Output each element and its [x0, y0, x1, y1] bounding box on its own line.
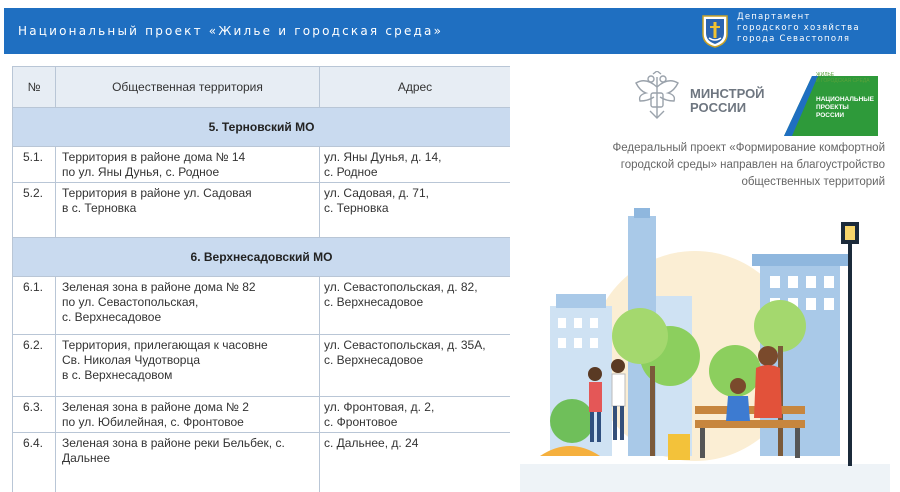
city-park-illustration: [520, 206, 890, 492]
address-line: с. Дальнее, д. 24: [324, 436, 419, 450]
territory-line: Территория, прилегающая к часовне: [62, 338, 268, 352]
address-line: с. Фронтовое: [324, 415, 398, 429]
title-bar: [4, 8, 896, 54]
row-number: 6.3.: [13, 397, 56, 433]
address-cell: [320, 397, 511, 433]
territory-line: по ул. Севастопольская,: [62, 295, 199, 309]
territories-table-container: [12, 66, 510, 492]
address-cell: [320, 433, 511, 492]
table-header-row: [13, 67, 511, 108]
table-row: [13, 277, 511, 335]
column-header-address: Адрес: [320, 67, 511, 108]
address-line: ул. Севастопольская, д. 82,: [324, 280, 478, 294]
header-banner: [0, 0, 900, 62]
description-line: городской среды» направлен на благоустройство: [620, 159, 885, 171]
section-row: [13, 238, 511, 277]
np-top-line: ЖИЛЬЕ: [816, 72, 835, 78]
row-number: 6.4.: [13, 433, 56, 492]
russian-eagle-emblem-icon: [632, 71, 682, 123]
column-header-number: №: [13, 67, 56, 108]
territory-cell: [56, 147, 320, 183]
territory-line: в с. Терновка: [62, 201, 137, 215]
territory-line: по ул. Юбилейная, с. Фронтовое: [62, 415, 244, 429]
address-line: с. Верхнесадовое: [324, 295, 424, 309]
department-line: городского хозяйства: [737, 23, 860, 33]
territory-line: Св. Николая Чудотворца: [62, 353, 201, 367]
address-line: с. Верхнесадовое: [324, 353, 424, 367]
territory-line: Дальнее: [62, 451, 111, 465]
column-header-territory: Общественная территория: [56, 67, 320, 108]
address-cell: [320, 183, 511, 238]
address-line: ул. Садовая, д. 71,: [324, 186, 429, 200]
national-projects-logo: [782, 72, 880, 138]
territory-line: Зеленая зона в районе дома № 2: [62, 400, 249, 414]
address-line: ул. Фронтовая, д. 2,: [324, 400, 435, 414]
table-row: [13, 397, 511, 433]
territory-line: в с. Верхнесадовом: [62, 368, 173, 382]
territory-line: по ул. Яны Дунья, с. Родное: [62, 165, 220, 179]
row-number: 5.2.: [13, 183, 56, 238]
table-row: [13, 433, 511, 492]
territory-cell: [56, 277, 320, 335]
territory-cell: [56, 397, 320, 433]
np-housing-label: [816, 72, 870, 84]
address-line: ул. Яны Дунья, д. 14,: [324, 150, 442, 164]
minstroy-line: МИНСТРОЙ: [690, 86, 765, 101]
section-row: [13, 108, 511, 147]
page-title: Национальный проект «Жилье и городская среда»: [18, 24, 444, 38]
address-cell: [320, 277, 511, 335]
section-title: 6. Верхнесадовский МО: [13, 238, 511, 277]
address-line: с. Родное: [324, 165, 378, 179]
section-title: 5. Терновский МО: [13, 108, 511, 147]
territory-cell: [56, 433, 320, 492]
row-number: 6.1.: [13, 277, 56, 335]
table-row: [13, 183, 511, 238]
description-line: Федеральный проект «Формирование комфортной: [612, 142, 885, 154]
minstroy-line: РОССИИ: [690, 100, 747, 115]
address-line: ул. Севастопольская, д. 35А,: [324, 338, 486, 352]
address-cell: [320, 147, 511, 183]
territory-line: Зеленая зона в районе дома № 82: [62, 280, 256, 294]
territory-line: Зеленая зона в районе реки Бельбек, с.: [62, 436, 285, 450]
address-cell: [320, 335, 511, 397]
territory-line: Территория в районе дома № 14: [62, 150, 246, 164]
territories-table: [12, 66, 510, 492]
territory-cell: [56, 183, 320, 238]
territory-line: Территория в районе ул. Садовая: [62, 186, 252, 200]
minstroy-logo-text: [690, 87, 765, 115]
np-line: РОССИИ: [816, 112, 845, 119]
project-info-panel: [510, 66, 900, 492]
sevastopol-crest-icon: [701, 14, 729, 48]
row-number: 5.1.: [13, 147, 56, 183]
np-line: НАЦИОНАЛЬНЫЕ: [816, 96, 874, 103]
department-line: Департамент: [737, 12, 811, 22]
description-line: общественных территорий: [741, 176, 885, 188]
national-projects-text: [816, 96, 880, 120]
project-description: [570, 140, 885, 191]
territory-line: с. Верхнесадовое: [62, 310, 162, 324]
np-line: ПРОЕКТЫ: [816, 104, 849, 111]
table-row: [13, 335, 511, 397]
row-number: 6.2.: [13, 335, 56, 397]
table-row: [13, 147, 511, 183]
np-top-line: И ГОРОДСКАЯ СРЕДА: [816, 78, 870, 84]
territory-cell: [56, 335, 320, 397]
department-line: города Севастополя: [737, 34, 851, 44]
address-line: с. Терновка: [324, 201, 389, 215]
department-name: [737, 12, 860, 45]
